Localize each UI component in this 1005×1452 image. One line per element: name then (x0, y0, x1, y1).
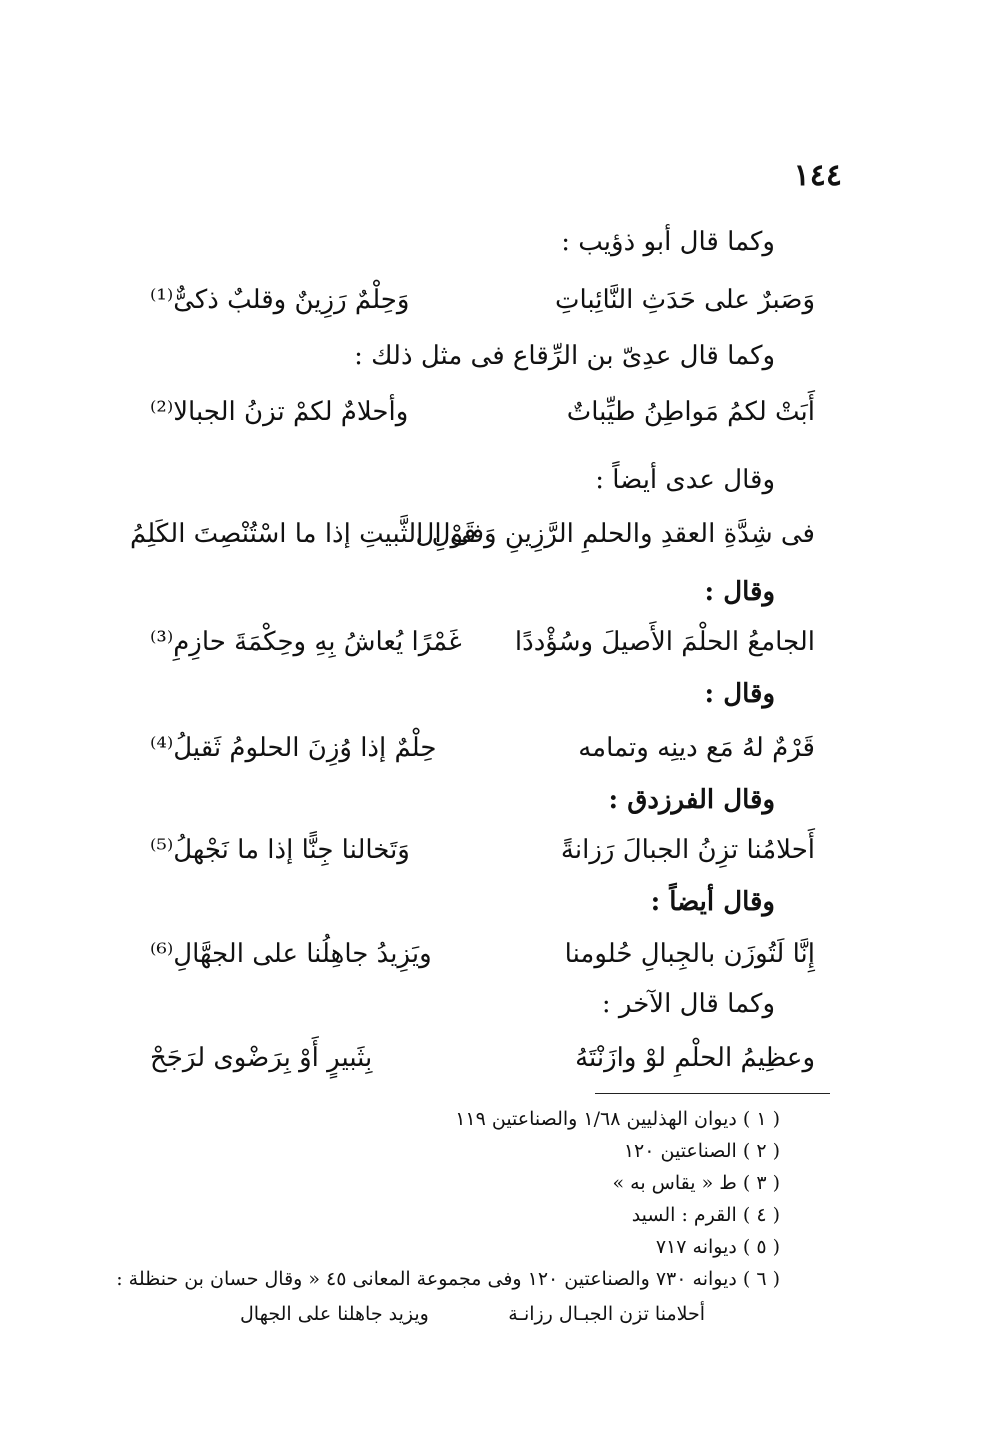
verse-6-first-hemistich: أَحلامُنا تزِنُ الجبالَ رَزانةً (560, 835, 815, 865)
footnote-verse-first: أحلامنا تزن الجبـال رزانـة (508, 1303, 705, 1325)
intro-he-said-also: وقال أيضاً : (650, 887, 775, 917)
verse-4-first-hemistich: الجامعُ الحلْمَ الأَصيلَ وسُؤْددًا (514, 627, 815, 657)
verse-5-second-hemistich: حِلْمٌ إذا وُزِنَ الحلومُ ثَقيلُ⁽⁴⁾ (150, 733, 437, 763)
footnote-separator (595, 1093, 830, 1094)
footnote-3: ( ٣ ) ط « يقاس به » (612, 1172, 780, 1194)
intro-abu-dhuayb: وكما قال أبو ذؤيب : (561, 227, 775, 257)
verse-2-first-hemistich: أَبَتْ لكمُ مَواطِنُ طيِّباتٌ (566, 397, 815, 427)
intro-another: وكما قال الآخر : (601, 989, 775, 1019)
footnote-6: ( ٦ ) ديوانه ٧٣٠ والصناعتين ١٢٠ وفى مجموعة المعانى ٤٥ « وقال حسان بن حنظلة : (116, 1268, 780, 1290)
verse-5-first-hemistich: قَرْمٌ لهُ مَع دينِه وتمامه (578, 733, 815, 763)
verse-1-second-hemistich: وَحِلْمٌ رَزِينٌ وقلبٌ ذكىٌّ⁽¹⁾ (150, 285, 410, 315)
footnote-2: ( ٢ ) الصناعتين ١٢٠ (623, 1140, 780, 1162)
footnote-5: ( ٥ ) ديوانه ٧١٧ (655, 1236, 780, 1258)
verse-6-second-hemistich: وَتَخالنا جِنًّا إذا ما نَجْهلُ⁽⁵⁾ (150, 835, 410, 865)
intro-he-said-2: وقال : (704, 679, 775, 709)
verse-1-first-hemistich: وَصَبرٌ على حَدَثِ النَّائِباتِ (555, 285, 815, 315)
verse-7-second-hemistich: ويَزِيدُ جاهِلُنا على الجهَّالِ⁽⁶⁾ (150, 939, 432, 969)
verse-1 (150, 280, 815, 320)
verse-8-second-hemistich: بِثَبيرٍ أَوْ بِرَضْوى لرَجَحْ (150, 1043, 373, 1073)
verse-4 (150, 622, 815, 662)
verse-7 (150, 934, 815, 974)
verse-6 (150, 830, 815, 870)
verse-8 (150, 1038, 815, 1078)
page-number: ١٤٤ (793, 158, 842, 193)
verse-3 (130, 514, 815, 554)
footnote-4: ( ٤ ) القرم : السيد (631, 1204, 780, 1226)
intro-adi-also: وقال عدى أيضاً : (595, 465, 775, 495)
verse-7-first-hemistich: إِنَّا لَتُوزَن بالجِبالِ حُلومنا (564, 939, 815, 969)
verse-3-second-hemistich: قَوْلِ الثَّبيتِ إذا ما اسْتُنْصِتَ الكَلِمُ (130, 519, 477, 549)
footnote-1: ( ١ ) ديوان الهذليين ١/٦٨ والصناعتين ١١٩ (455, 1108, 780, 1130)
footnote-verse-second: ويزيد جاهلنا على الجهال (240, 1303, 429, 1325)
intro-adi: وكما قال عدِىّ بن الرِّقاع فى مثل ذلك : (354, 341, 775, 371)
verse-5 (150, 728, 815, 768)
footnote-6-verse (240, 1300, 705, 1328)
intro-farazdaq: وقال الفرزدق : (608, 785, 775, 815)
verse-2 (150, 392, 815, 432)
verse-4-second-hemistich: غَمْرًا يُعاشُ بِهِ وحِكْمَةَ حازِمِ⁽³⁾ (150, 627, 462, 657)
verse-8-first-hemistich: وعظِيمُ الحلْمِ لوْ وازَنْتَهُ (575, 1043, 815, 1073)
verse-3-first-hemistich: فى شِدَّةِ العقدِ والحلمِ الرَّزِينِ وَفى ال (415, 519, 815, 549)
intro-he-said-1: وقال : (704, 577, 775, 607)
verse-2-second-hemistich: وأحلامٌ لكمْ تزنُ الجبالا⁽²⁾ (150, 397, 409, 427)
